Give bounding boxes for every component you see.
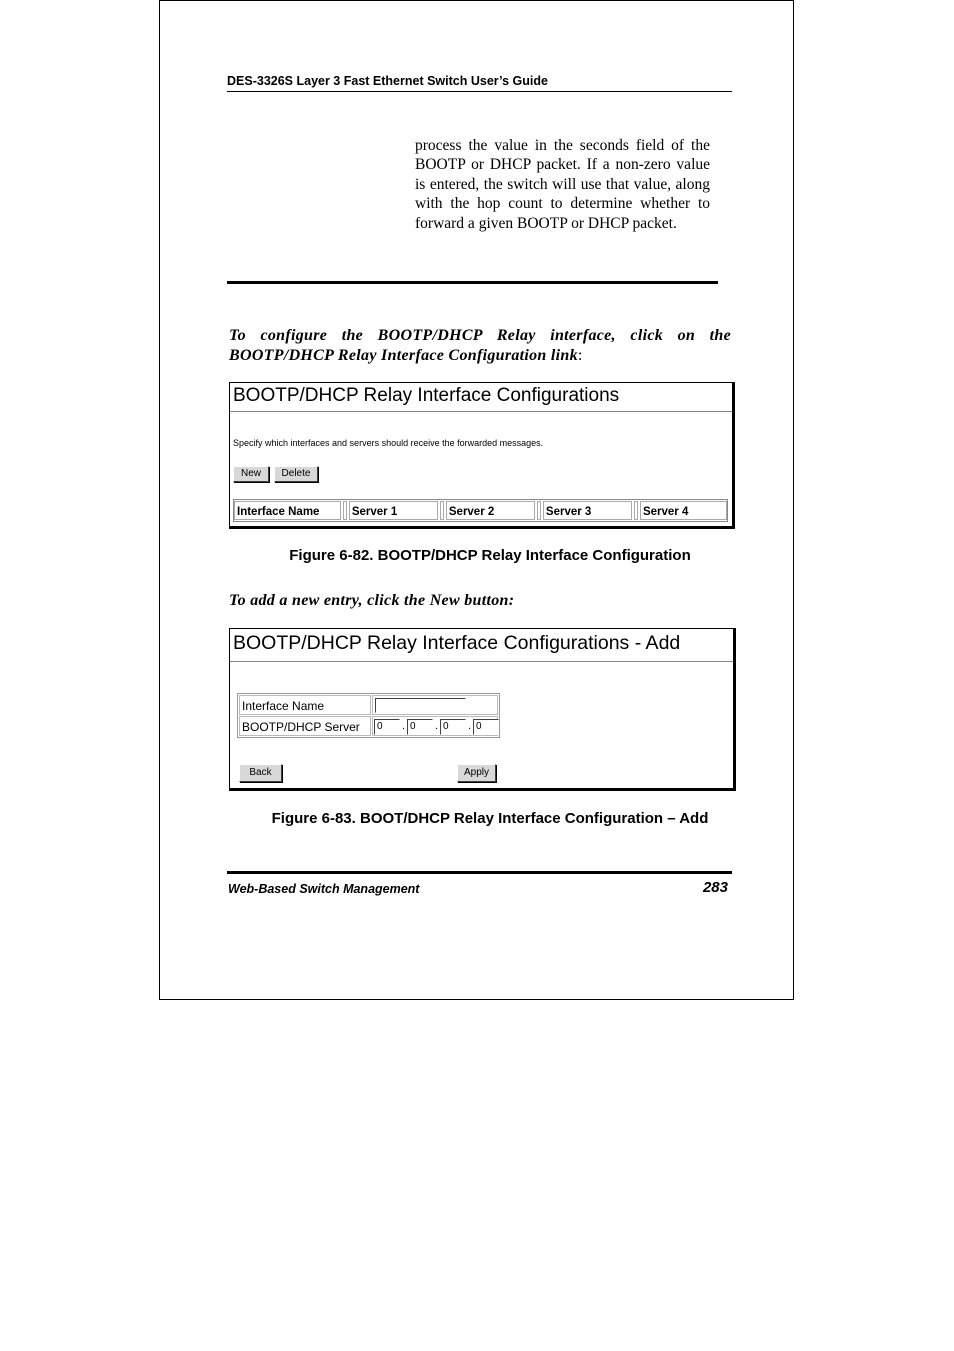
column-server-1: Server 1 (349, 501, 438, 520)
running-header: DES-3326S Layer 3 Fast Ethernet Switch User’s Guide (227, 74, 548, 88)
instruction-configure-colon: : (577, 346, 583, 364)
relay-config-panel (229, 382, 735, 529)
server-ip-octet-1[interactable]: 0 (374, 719, 400, 735)
instruction-configure (229, 326, 731, 365)
interface-name-label: Interface Name (239, 695, 371, 715)
ip-separator: . (435, 720, 439, 732)
column-server-4: Server 4 (640, 501, 727, 520)
header-rule (227, 91, 732, 92)
add-form-table (237, 693, 500, 738)
new-button[interactable]: New (233, 466, 269, 482)
section-rule (227, 281, 718, 284)
interface-name-cell (372, 695, 498, 715)
server-ip-octet-3[interactable]: 0 (440, 719, 466, 735)
panel-title: BOOTP/DHCP Relay Interface Configurations (233, 385, 620, 406)
footer-rule (227, 871, 732, 874)
ip-separator: . (468, 720, 472, 732)
ip-separator: . (402, 720, 406, 732)
footer-section-title: Web-Based Switch Management (228, 882, 420, 896)
page-number: 283 (702, 879, 728, 896)
interface-table-header (233, 499, 728, 522)
apply-button[interactable]: Apply (457, 764, 496, 782)
panel-description: Specify which interfaces and servers should receive the forwarded messages. (233, 438, 544, 448)
column-interface-name: Interface Name (234, 501, 341, 520)
form-row-server (238, 715, 499, 737)
instruction-add: To add a new entry, click the New button: (229, 592, 515, 609)
title-divider (230, 411, 732, 412)
figure-caption-1: Figure 6-82. BOOTP/DHCP Relay Interface Configuration (289, 547, 691, 564)
title-divider (230, 661, 733, 662)
column-server-2: Server 2 (446, 501, 535, 520)
column-server-3: Server 3 (543, 501, 632, 520)
body-paragraph: process the value in the seconds field of the BOOTP or DHCP packet. If a non-zero value is entered, the switch will use that value, along with the hop count to determine whether to forward a given BOOTP or DHCP packet. (415, 137, 710, 232)
delete-button[interactable]: Delete (274, 466, 318, 482)
column-spacer (537, 501, 541, 520)
server-ip-octet-2[interactable]: 0 (407, 719, 433, 735)
column-spacer (634, 501, 638, 520)
bootp-dhcp-server-label: BOOTP/DHCP Server (239, 716, 371, 736)
column-spacer (343, 501, 347, 520)
instruction-configure-text: To configure the BOOTP/DHCP Relay interface, click on the BOOTP/DHCP Relay Interface Configuration link (229, 327, 731, 364)
back-button[interactable]: Back (239, 764, 282, 782)
column-spacer (440, 501, 444, 520)
panel-title: BOOTP/DHCP Relay Interface Configurations - Add (233, 632, 681, 654)
server-ip-cell (372, 716, 498, 736)
form-row-interface (238, 694, 499, 715)
server-ip-octet-4[interactable]: 0 (473, 719, 499, 735)
interface-name-input[interactable] (375, 698, 466, 713)
figure-caption-2: Figure 6-83. BOOT/DHCP Relay Interface Configuration – Add (271, 810, 709, 827)
relay-add-panel (229, 628, 736, 791)
